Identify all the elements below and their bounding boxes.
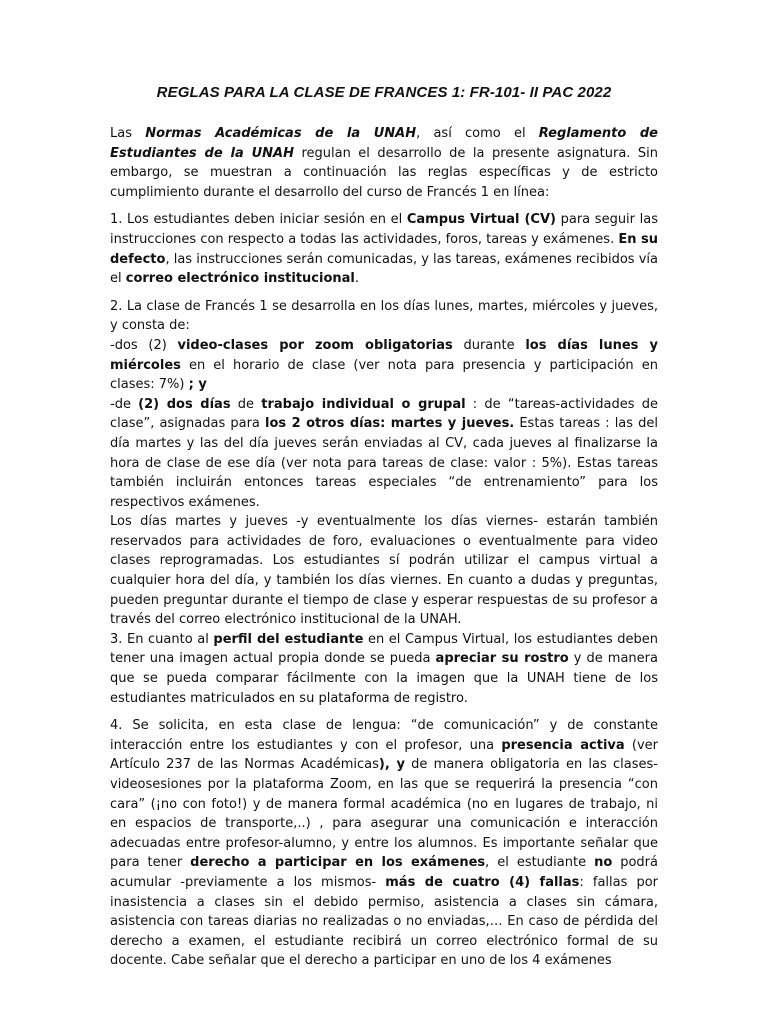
rule-2-dias: Los días martes y jueves -y eventualmente los días viernes- estarán también reservados para actividades de foro, evaluaciones o eventualmente para video clases reprogramadas. Los estudiantes sí podrán utilizar el campus virtual a cualquier hora del día, y también los días viernes. En cuanto a dudas y preguntas, pueden preguntar durante el tiempo de clase y esperar respuestas de su profesor a través del correo electrónico institucional de la UNAH. bbox=[110, 514, 658, 628]
rule-1-paragraph: 1. Los estudiantes deben iniciar sesión en el Campus Virtual (CV) para seguir las instrucciones con respecto a todas las actividades, foros, tareas y exámenes. En su defecto, las instrucciones serán comunicadas, y las tareas, exámenes recibidos vía el correo electrónico institucional. bbox=[110, 212, 659, 287]
rule-2-videoclases: -dos (2) video-clases por zoom obligatorias durante los días lunes y miércoles en el horario de clase (ver nota para presencia y participación en clases: 7%) ; y bbox=[110, 337, 658, 393]
rule-3-paragraph: 3. En cuanto al perfil del estudiante en el Campus Virtual, los estudiantes deben tener una imagen actual propia donde se pueda apreciar su rostro y de manera que se pueda comparar fácilmente con la imagen que la UNAH tiene de los estudiantes matriculados en su plataforma de registro. bbox=[110, 631, 658, 706]
correo-institucional-ref: correo electrónico institucional bbox=[125, 271, 355, 287]
intro-paragraph: Las Normas Académicas de la UNAH, así como el Reglamento de Estudiantes de la UNAH regulan el desarrollo de la presente asignatura. Sin embargo, se muestran a continuación las reglas específicas y de estricto cumplimiento durante el desarrollo del curso de Francés 1 en línea: bbox=[110, 126, 659, 200]
campus-virtual-ref: Campus Virtual (CV) bbox=[406, 212, 556, 228]
document-title: REGLAS PARA LA CLASE DE FRANCES 1: FR-101- II PAC 2022 bbox=[156, 84, 612, 101]
rule-2-intro: 2. La clase de Francés 1 se desarrolla en los días lunes, martes, miércoles y jueves, y consta de: bbox=[110, 298, 658, 334]
normas-academicas-ref: Normas Académicas de la UNAH bbox=[145, 126, 417, 141]
reglamento-ref: Reglamento de Estudiantes de la UNAH bbox=[110, 126, 659, 161]
rule-2-trabajo: -de (2) dos días de trabajo individual o grupal : de “tareas-actividades de clase”, asignadas para los 2 otros días: martes y jueves. Estas tareas : las del día martes y las del día jueves serán enviadas al CV, cada jueves al finalizarse la hora de clase de ese día (ver nota para tareas de clase: valor : 5%). Estas tareas también incluirán entonces tareas especiales “de entrenamiento” para los respectivos exámenes. bbox=[110, 396, 658, 510]
rule-4-paragraph: 4. Se solicita, en esta clase de lengua: “de comunicación” y de constante interacción entre los estudiantes y con el profesor, una presencia activa (ver Artículo 237 de las Normas Académicas), y de manera obligatoria en las clases-videosesiones por la plataforma Zoom, en las que se requerirá la presencia “con cara” (¡no con foto!) y de manera formal académica (no en lugares de trabajo, ni en espacios de transporte,..) , para asegurar una comunicación e interacción adecuadas entre profesor-alumno, y entre los alumnos. Es importante señalar que para tener derecho a participar en los exámenes, el estudiante no podrá acumular -previamente a los mismos- más de cuatro (4) fallas: fallas por inasistencia a clases sin el debido permiso, asistencia a clases sin cámara, asistencia con tareas diarias no realizadas o no enviadas,… En caso de pérdida del derecho a examen, el estudiante recibirá un correo electrónico formal de su docente. Cabe señalar que el derecho a participar en uno de los 4 exámenes bbox=[110, 718, 658, 969]
